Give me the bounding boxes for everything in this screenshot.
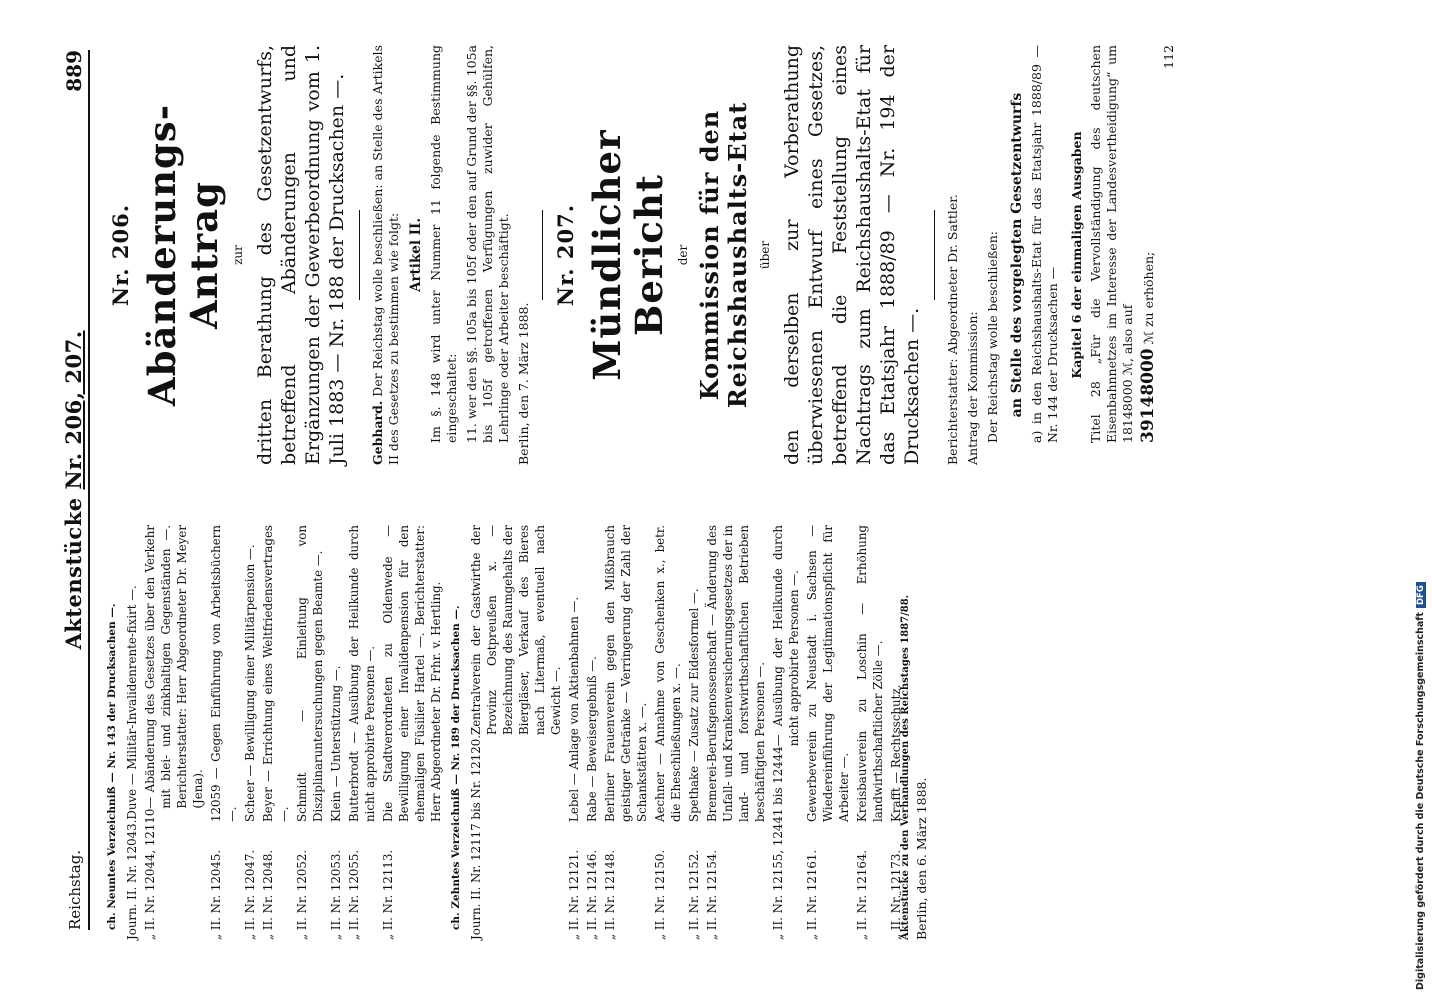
entry-text: Butterbrodt — Ausübung der Heilkunde durch nicht approbirte Personen —. [347,525,377,822]
entry-text: Duve — Militär-Invalidenrente-fixirt —. [125,585,139,820]
divider [934,210,935,300]
entry-text: Bremerei-Berufsgenossenschaft — Änderung des Unfall- und Krankenversicherungsgesetzes der in land- und forstwirthschaftlichen Betrieben beschäftigten Personen —. [705,525,767,822]
motion-paragraph [370,45,402,465]
list-item [584,525,600,940]
list-item [704,525,768,940]
entry-ref: „ II. Nr. 12121. [567,849,581,940]
list-item [142,525,206,940]
footnote: Aktenstücke zu den Verhandlungen des Reichstages 1887/88. [900,594,911,940]
entry-text: Lebel — Anlage von Aktienbahnen —. [567,596,581,822]
entry-ref: „ II. Nr. 12173. [889,849,903,940]
entry-text: Spethake — Zusatz zur Eidesformel —. [687,588,701,822]
credit-text: Digitalisierung gefördert durch die Deutsche Forschungsgemeinschaft [1415,612,1426,990]
document-title: Mündlicher Bericht [585,129,671,381]
mover-name: Gebhard. [370,400,385,465]
resolve-line: Der Reichstag wolle beschließen: [985,231,1000,443]
list-item [854,525,886,940]
entry-ref: „ II. Nr. 12047. [243,849,257,940]
document-title: Abänderungs-Antrag [140,103,226,407]
divider [542,210,543,300]
list-item [346,525,378,940]
reporter-line: Berichterstatter: Abgeordneter Dr. Sattler. [945,194,960,465]
header-title: Aktenstücke [61,497,86,650]
antrag-label: Antrag der Kommission: [965,311,980,465]
commission-name: Kommission für den Reichshaushalts-Etat [695,101,752,409]
document-number: Nr. 206. [108,203,133,307]
entry-text: Kreisbauverein zu Loschin — Erhöhung landwirthschaftlicher Zölle —. [855,525,885,822]
list-item [208,525,240,940]
article-heading: Artikel II. [408,217,424,293]
entry-text: Klein — Unterstützung —. [329,665,343,822]
list-item [602,525,650,940]
divider [359,210,360,300]
document-subject: den derselben zur Vorberathung überwiesenen Entwurf eines Gesetzes, betreffend die Feststellung eines Nachtrags zum Reichshaushalts-Etat für das Etatsjahr 1888/89 — Nr. 194 der Drucksachen —. [781,45,923,465]
entry-text: Aechner — Annahme von Geschenken x., betr. die Eheschließungen x. —. [653,525,683,822]
page-header [48,50,90,930]
list-item [124,525,140,940]
entry-ref: „ II. Nr. 12154. [705,849,719,940]
list-item [566,525,582,940]
digitization-credit [1415,15,1426,990]
entry-ref: Journ. II. Nr. 12043. [125,819,139,940]
list-item [242,525,258,940]
entry-ref: „ II. Nr. 12155, 12441 bis 12444 [771,746,785,940]
header-left: Reichstag. [66,849,84,930]
list-item [294,525,326,940]
entry-ref: „ II. Nr. 12048. [261,849,275,940]
article-item: 11. wer den §§. 105a bis 105f oder den auf Grund der §§. 105a bis 105f getroffenen Verfügungen zuwider Gehülfen, Lehrlinge oder Arbeiter beschäftigt. [464,45,511,443]
entry-text: Zentralverein der Gastwirthe der Provinz Ostpreußen x. — Bezeichnung des Raumgehalts der Biergläser, Verkauf des Bieres nach Litermaß, eventuell nach Gewicht —. [469,525,563,735]
entry-text: Schmidt — Einleitung von Disziplinaruntersuchungen gegen Beamte —. [295,525,325,822]
entry-ref: „ II. Nr. 12055. [347,849,361,940]
connector-text: zur [231,245,245,265]
entry-text: Krafft — Rechtsschutz. [889,684,903,822]
entry-text: Gewerbeverein zu Neustadt i. Sachsen — Wiedereinführung der Legitimationspflicht für Arbeiter —. [805,525,851,822]
list-item [260,525,292,940]
amount-suffix: ℳ zu erhöhen; [1141,251,1156,345]
list-item [686,525,702,940]
entry-ref: „ II. Nr. 12164. [855,849,869,940]
motion-text: Der Reichstag wolle beschließen: an Stelle des Artikels II des Gesetzes zu bestimmen wie folgt: [370,45,401,465]
section-title: ch. Zehntes Verzeichniß — Nr. 189 der Drucksachen —. [450,605,462,930]
list-item [804,525,852,940]
entry-ref: Journ. II. Nr. 12117 bis Nr. 12120. [469,735,483,940]
replacement-heading: an Stelle des vorgelegten Gesetzentwurfs [1009,92,1025,418]
header-numbers: Nr. 206, 207. [61,330,86,490]
header-center [61,50,86,930]
amount-line [1140,45,1157,465]
article-text: Im §. 148 wird unter Nummer 11 folgende Bestimmung eingeschaltet: [428,45,459,443]
list-item [380,525,444,940]
entry-text: 12059 — Gegen Einführung von Arbeitsbüchern —. [209,525,239,822]
entry-text: Rabe — Beweisergebniß —. [585,656,599,822]
list-item [468,525,564,940]
entry-ref: „ II. Nr. 12152. [687,849,701,940]
entry-text: Die Stadtverordneten zu Oldenwede — Bewilligung einer Invalidenpension für den ehemaligen Füsilier Hartel —. Berichterstatter: Herr Abgeordneter Dr. Frhr. v. Hertling. [381,525,443,822]
list-item [652,525,684,940]
item-a: a) in den Reichshaushalts-Etat für das Etatsjahr 1888/89 — Nr. 144 der Drucksachen — [1029,45,1060,443]
date-line: Berlin, den 6. März 1888. [914,777,929,940]
right-column [100,45,1181,465]
entry-ref: „ II. Nr. 12150. [653,849,667,940]
entry-ref: „ II. Nr. 12113. [381,849,395,940]
page-number: 889 [62,50,86,92]
left-column [100,525,945,940]
date-line: Berlin, den 7. März 1888. [516,302,531,465]
page-footer-number: 112 [1161,45,1176,69]
entry-ref: „ II. Nr. 12044, 12110 [143,808,157,940]
document-subject: dritten Berathung des Gesetzentwurfs, betreffend Abänderungen und Ergänzungen der Gewerbeordnung vom 1. Juli 1883 — Nr. 188 der Drucksachen —. [254,45,348,465]
entry-text: — Abänderung des Gesetzes über den Verkehr mit blei- und zinkhaltigen Gegenständen —. Berichterstatter: Herr Abgeordneter Dr. Meyer (Jena). [143,525,205,809]
entry-ref: „ II. Nr. 12045. [209,849,223,940]
list-item [770,525,802,940]
connector-text: über [758,240,772,270]
entry-text: — Ausübung der Heilkunde durch nicht approbirte Personen —. [771,525,801,747]
kapitel-heading: Kapitel 6 der einmaligen Ausgaben [1069,131,1084,379]
entry-ref: „ II. Nr. 12148. [603,849,617,940]
entry-text: Scheer — Bewilligung einer Militärpension —. [243,544,257,822]
connector-text: der [676,244,690,266]
section-title: ch. Neuntes Verzeichniß — Nr. 143 der Drucksachen —. [106,603,118,930]
entry-ref: „ II. Nr. 12052. [295,849,309,940]
dfg-badge: DFG [1416,582,1426,608]
entry-text: Beyer — Errichtung eines Weltfriedensvertrages —. [261,525,291,822]
entry-text: Berliner Frauenverein gegen den Mißbrauch geistiger Getränke — Verringerung der Zahl der Schankstätten x. —. [603,525,649,822]
amount-value: 39148000 [1138,348,1158,443]
entry-ref: „ II. Nr. 12053. [329,849,343,940]
entry-ref: „ II. Nr. 12146. [585,849,599,940]
titel-text: Titel 28 „Für die Vervollständigung des deutschen Eisenbahnnetzes im Interesse der Landesvertheidigung“ um 18148000 ℳ, also auf [1088,45,1135,443]
entry-ref: „ II. Nr. 12161. [805,849,819,940]
list-item [328,525,344,940]
document-number: Nr. 207. [553,203,578,307]
